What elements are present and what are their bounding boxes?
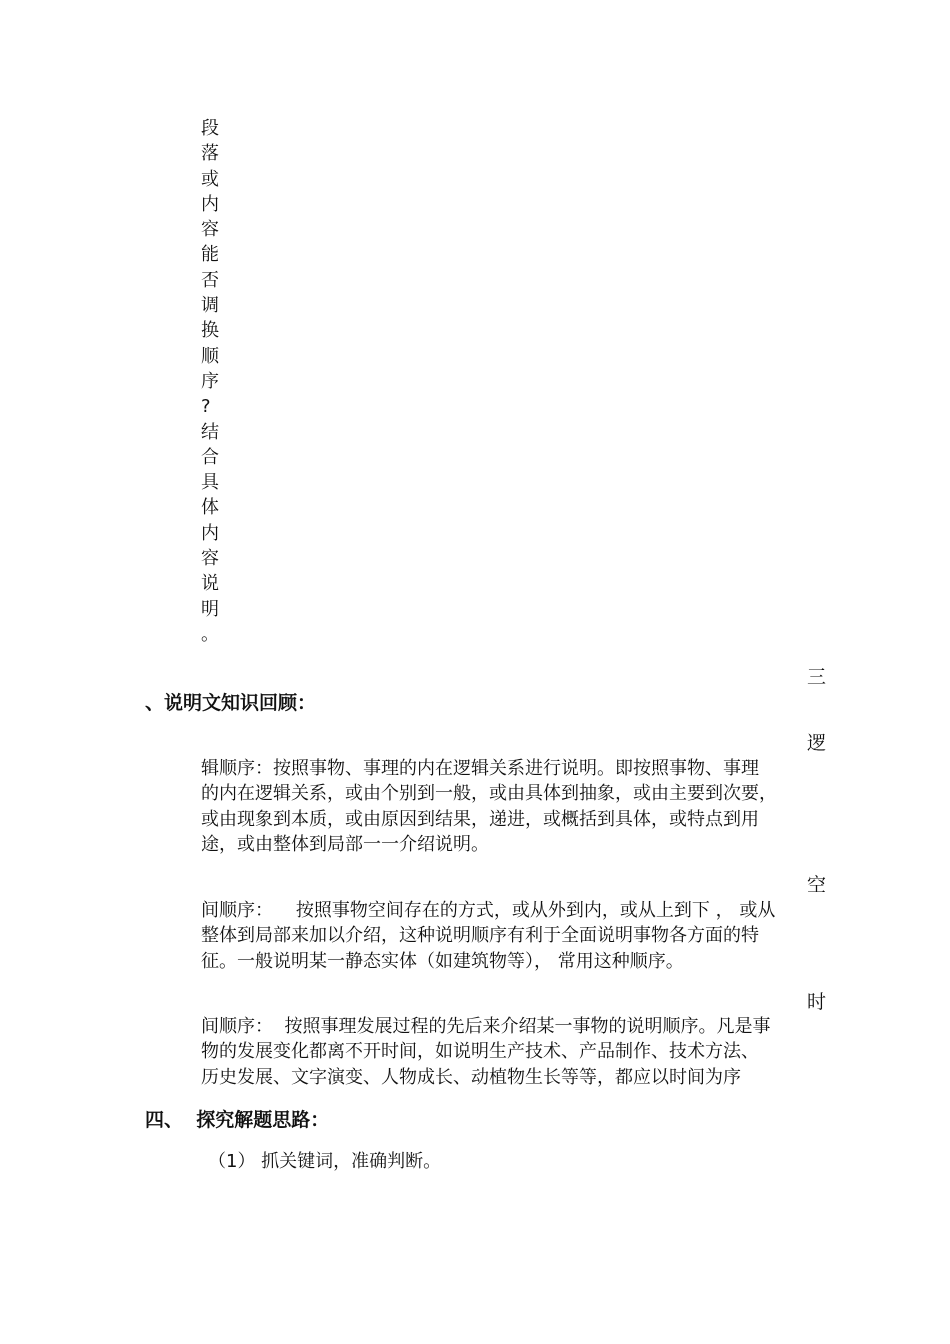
time-line: 间顺序： 按照事理发展过程的先后来介绍某一事物的说明顺序。凡是事 — [201, 1016, 771, 1037]
time-paragraph — [201, 1014, 809, 1090]
vertical-char: 调 — [201, 295, 219, 317]
vertical-char: ? — [201, 396, 211, 418]
vertical-char: 容 — [201, 219, 219, 241]
section3-number: 三 — [807, 666, 827, 688]
logic-paragraph — [201, 756, 809, 857]
logic-line: 的内在逻辑关系，或由个别到一般，或由具体到抽象，或由主要到次要， — [201, 783, 777, 805]
item-1: （1） 抓关键词，准确判断。 — [208, 1151, 442, 1172]
space-line: 整体到局部来加以介绍，这种说明顺序有利于全面说明事物各方面的特 — [201, 925, 759, 947]
logic-line: 途，或由整体到局部一一介绍说明。 — [201, 833, 489, 855]
vertical-char: 换 — [201, 320, 219, 342]
vertical-char: 落 — [201, 143, 219, 165]
vertical-char: 说 — [201, 573, 219, 595]
vertical-char: 结 — [201, 421, 219, 443]
logic-head-char: 逻 — [807, 732, 827, 754]
time-line: 物的发展变化都离不开时间，如说明生产技术、产品制作、技术方法、 — [201, 1041, 759, 1063]
time-line: 历史发展、文字演变、人物成长、动植物生长等等，都应以时间为序 — [201, 1066, 741, 1088]
logic-line: 辑顺序：按照事物、事理的内在逻辑关系进行说明。即按照事物、事理 — [201, 758, 759, 779]
vertical-char: 序 — [201, 370, 219, 392]
vertical-char: 内 — [201, 522, 219, 544]
logic-line: 或由现象到本质，或由原因到结果，递进，或概括到具体，或特点到用 — [201, 808, 759, 830]
vertical-char: 内 — [201, 193, 219, 215]
vertical-char: 。 — [201, 623, 219, 645]
vertical-char: 段 — [201, 118, 219, 139]
vertical-char: 容 — [201, 548, 219, 570]
vertical-char: 能 — [201, 244, 219, 266]
section3-heading: 、说明文知识回顾： — [145, 692, 317, 714]
space-line: 征。一般说明某一静态实体（如建筑物等）， 常用这种顺序。 — [201, 950, 684, 972]
space-line: 间顺序： 按照事物空间存在的方式，或从外到内，或从上到下 ， 或从 — [201, 900, 776, 921]
space-head-char: 空 — [807, 874, 827, 896]
vertical-char: 明 — [201, 598, 219, 620]
vertical-char: 否 — [201, 269, 219, 291]
vertical-char: 具 — [201, 472, 219, 494]
space-paragraph — [201, 898, 809, 974]
vertical-char: 顺 — [201, 345, 219, 367]
vertical-question — [201, 116, 225, 647]
vertical-char: 体 — [201, 497, 219, 519]
vertical-char: 合 — [201, 446, 219, 468]
time-head-char: 时 — [807, 991, 827, 1013]
section4-heading: 四、 探究解题思路： — [145, 1109, 330, 1131]
vertical-char: 或 — [201, 168, 219, 190]
